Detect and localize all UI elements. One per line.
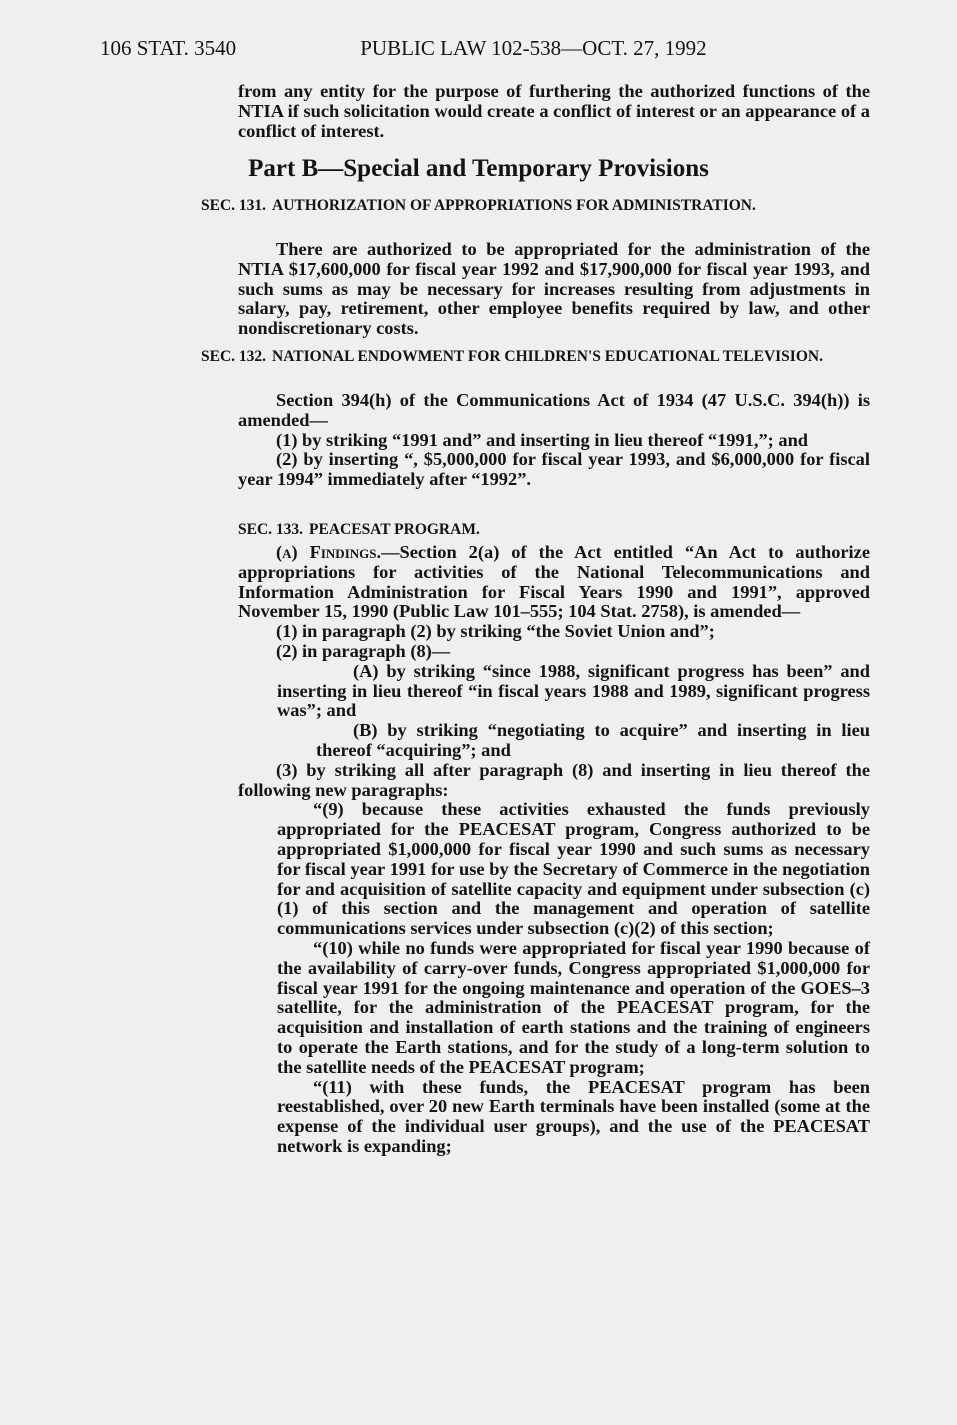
statute-page-number: 106 STAT. 3540 [100, 36, 237, 60]
subsection-a-findings [238, 543, 870, 622]
section-131-text: There are authorized to be appropriated for the administration of the NTIA $17,600,000 for fiscal year 1992 and $17,900,000 for fiscal year 1993, and such sums as may be necessary for increases resulting from adjustments in salary, pay, retirement, other employee benefits required by law, and other nondiscretionary costs. [238, 239, 870, 339]
section-132-item-1: (1) by striking “1991 and” and inserting in lieu thereof “1991,”; and [276, 429, 809, 450]
new-paragraph-10: “(10) while no funds were appropriated for fiscal year 1990 because of the availability of carry-over funds, Congress appropriated $1,000,000 for fiscal year 1991 for the ongoing maintenance and operation of the GOES–3 satellite, for the administration of the PEACESAT program, for the acquisition and installation of earth stations and the training of engineers to operate the Earth stations, and for the study of a long-term solution to the satellite needs of the PEACESAT program; [277, 937, 870, 1077]
public-law-citation: PUBLIC LAW 102-538—OCT. 27, 1992 [360, 36, 707, 60]
intro-paragraph [238, 82, 870, 141]
section-133-heading [238, 520, 870, 539]
subsection-label: (a) Findings. [276, 542, 382, 562]
section-132-item-2: (2) by inserting “, $5,000,000 for fiscal year 1993, and $6,000,000 for fiscal year 1994” immediately after “1992”. [238, 449, 870, 490]
section-131-body [238, 240, 870, 339]
section-title: NATIONAL ENDOWMENT FOR CHILDREN'S EDUCATIONAL TELEVISION. [272, 348, 823, 365]
new-paragraph-9: “(9) because these activities exhausted the funds previously appropriated for the PEACESAT program, Congress authorized to be appropriated $1,000,000 for fiscal year 1990 and such sums as necessary for fiscal year 1991 for use by the Secretary of Commerce in the negotiation for and acquisition of satellite capacity and equipment under subsection (c)(1) of this section and the management and operation of satellite communications services under subsection (c)(2) of this section; [277, 799, 870, 939]
section-132-body [238, 391, 870, 490]
amendment-item-3: (3) by striking all after paragraph (8) and inserting in lieu thereof the following new paragraphs: [238, 759, 870, 800]
page-header [100, 36, 707, 61]
intro-text: from any entity for the purpose of furthering the authorized functions of the NTIA if such solicitation would create a conflict of interest or an appearance of a conflict of interest. [238, 81, 870, 141]
section-132-heading [201, 347, 907, 366]
amendment-item-2: (2) in paragraph (8)— [276, 640, 451, 661]
subsection-text: —Section 2(a) of the Act entitled “An Act to authorize appropriations for activities of the National Telecommunications and Information Administration for Fiscal Years 1990 and 1991”, approved November 15, 1990 (Public Law 101–555; 104 Stat. 2758), is amended— [238, 542, 870, 622]
amendment-item-2b: (B) by striking “negotiating to acquire” and inserting in lieu thereof “acquiring”; and [316, 720, 870, 760]
section-131-heading [201, 196, 907, 215]
section-number: SEC. 132. [201, 348, 267, 365]
amendment-item-2a: (A) by striking “since 1988, significant progress has been” and inserting in lieu thereof “in fiscal years 1988 and 1989, significant progress was”; and [277, 660, 870, 721]
section-133-body [238, 543, 870, 1157]
new-paragraph-11: “(11) with these funds, the PEACESAT program has been reestablished, over 20 new Earth terminals have been installed (some at the expense of the individual user groups), and the use of the PEACESAT network is expanding; [277, 1076, 870, 1156]
section-132-intro: Section 394(h) of the Communications Act of 1934 (47 U.S.C. 394(h)) is amended— [238, 390, 870, 430]
amendment-item-1: (1) in paragraph (2) by striking “the Soviet Union and”; [276, 621, 715, 642]
section-number: SEC. 131. [201, 197, 267, 214]
section-title: PEACESAT PROGRAM. [309, 521, 480, 538]
part-heading: Part B—Special and Temporary Provisions [248, 155, 709, 182]
section-title: AUTHORIZATION OF APPROPRIATIONS FOR ADMINISTRATION. [272, 197, 756, 214]
section-number: SEC. 133. [238, 521, 304, 538]
